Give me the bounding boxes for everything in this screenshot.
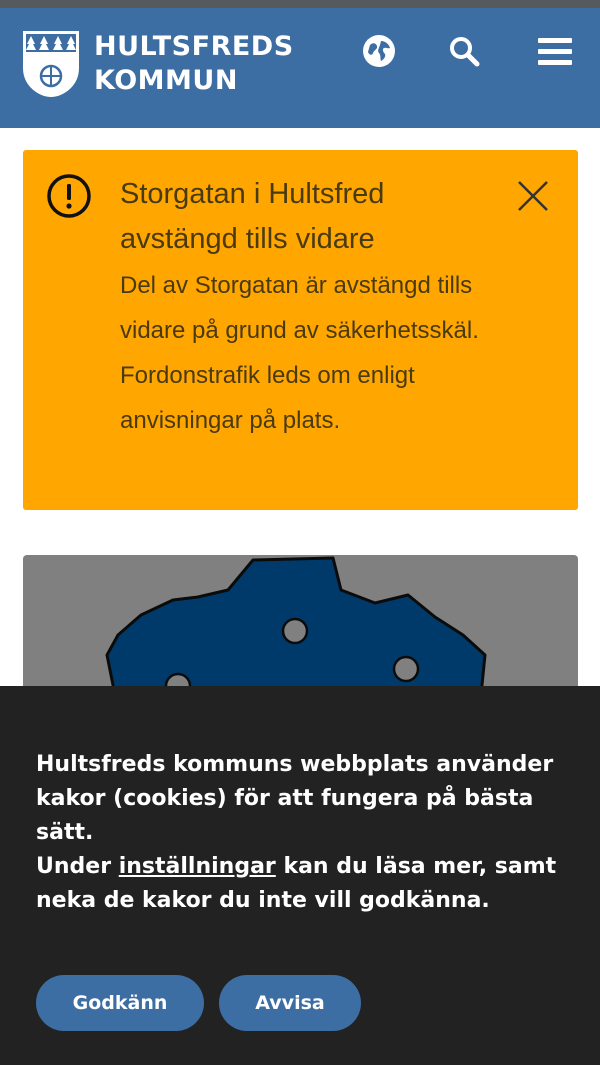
close-icon[interactable] (517, 180, 549, 212)
exclamation-circle-icon (45, 172, 93, 220)
site-logo[interactable] (22, 30, 294, 98)
logo-line-1: HULTSFREDS (94, 31, 294, 62)
site-header (0, 8, 600, 128)
traffic-alert (23, 150, 578, 510)
alert-title: Storgatan i Hultsfred avstängd tills vidare (120, 178, 385, 255)
settings-link[interactable]: inställningar (118, 854, 276, 879)
cookie-banner (0, 686, 600, 1065)
reject-cookies-button[interactable]: Avvisa (219, 975, 361, 1031)
accept-cookies-button[interactable]: Godkänn (36, 975, 204, 1031)
menu-icon[interactable] (536, 33, 574, 69)
alert-body: Del av Storgatan är avstängd tills vidare på grund av säkerhetsskäl. Fordonstrafik leds om enligt anvisningar på plats. (120, 272, 479, 434)
gear-illustration-icon (23, 555, 578, 690)
cookie-text-1: Hultsfreds kommuns webbplats använder kakor (cookies) för att fungera på bästa sätt. (36, 752, 554, 845)
cookie-text-2-post: kan du läsa mer, samt neka de kakor du inte vill godkänna. (36, 854, 557, 913)
cookie-message (36, 748, 566, 918)
news-image[interactable] (23, 555, 578, 690)
site-name (94, 30, 294, 98)
search-icon[interactable] (446, 33, 482, 69)
status-strip (0, 0, 600, 8)
globe-icon[interactable] (361, 33, 397, 69)
coat-of-arms-icon (22, 30, 80, 98)
logo-line-2: KOMMUN (94, 65, 238, 96)
cookie-text-2-pre: Under (36, 854, 119, 879)
